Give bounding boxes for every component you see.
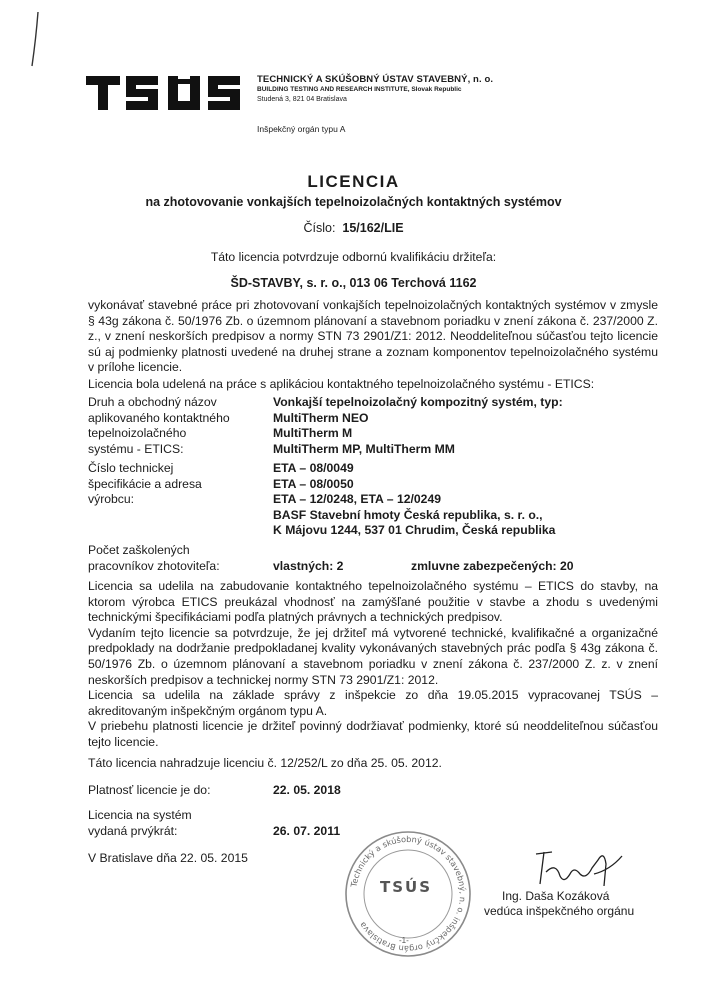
document-title: LICENCIA bbox=[307, 172, 400, 191]
label-line: Číslo technickej bbox=[88, 461, 174, 475]
label-line: výrobcu: bbox=[88, 492, 135, 507]
intro-paragraph: vykonávať stavebné práce pri zhotovovaní vonkajších tepelnoizolačných kontaktných systémov v zmysle § 43g zákona č. 50/1976 Zb. o územnom plánovaní a stavebnom poriadku v znení zákona č. 237/2000 Z. z., v znení neskorších predpisov a normy STN 73 2901/Z1: 2012. Neoddeliteľnou súčasťou tejto licencie sú aj podmienky platnosti uvedené na druhej strane a zoznam komponentov tepelnoizolačného systému v prílohe licencie. bbox=[88, 298, 658, 375]
condition-paragraph: Licencia sa udelila na základe správy z inšpekcie zo dňa 19.05.2015 vypracovanej TSÚS – akreditovaným inšpekčným orgánom typu A. bbox=[88, 688, 658, 718]
label-line: aplikovaného kontaktného bbox=[88, 410, 230, 425]
license-number bbox=[0, 221, 707, 235]
replaces-text: Táto licencia nahradzuje licenciu č. 12/252/L zo dňa 25. 05. 2012. bbox=[88, 756, 442, 770]
institute-name-english: BUILDING TESTING AND RESEARCH INSTITUTE, Slovak Republic bbox=[257, 86, 462, 93]
tsus-logo bbox=[86, 76, 248, 110]
value-line: MultiTherm NEO bbox=[273, 410, 369, 425]
value-line: BASF Stavební hmoty Česká republika, s. r. o., bbox=[273, 507, 543, 522]
validity-label: Platnosť licencie je do: bbox=[88, 783, 211, 797]
license-number-value: 15/162/LIE bbox=[342, 221, 404, 235]
license-number-label: Číslo: bbox=[303, 221, 336, 235]
value-line: MultiTherm MP, MultiTherm MM bbox=[273, 441, 455, 456]
label-line: Počet zaškolených bbox=[88, 543, 190, 557]
value-line: ETA – 08/0050 bbox=[273, 476, 354, 491]
condition-paragraph: V priebehu platnosti licencie je držiteľ povinný dodržiavať podmienky, ktoré sú neoddeliteľnou súčasťou tejto licencie. bbox=[88, 719, 658, 749]
workers-contract: zmluvne zabezpečených: 20 bbox=[411, 559, 574, 573]
stamp-number: -1- bbox=[399, 936, 409, 945]
label-line: špecifikácie a adresa bbox=[88, 476, 202, 491]
value-line: ETA – 12/0248, ETA – 12/0249 bbox=[273, 492, 442, 507]
conditions bbox=[88, 579, 658, 751]
signatory-title: vedúca inšpekčného orgánu bbox=[484, 904, 635, 918]
workers-own: vlastných: 2 bbox=[273, 559, 344, 573]
license-holder: ŠD-STAVBY, s. r. o., 013 06 Terchová 1162 bbox=[230, 276, 477, 290]
document-subtitle: na zhotovovanie vonkajších tepelnoizolačných kontaktných systémov bbox=[145, 195, 562, 209]
signatory-name: Ing. Daša Kozáková bbox=[502, 889, 610, 903]
first-issue-label bbox=[88, 808, 192, 839]
label-line: Druh a obchodný názov bbox=[88, 395, 217, 409]
inspection-body-type: Inšpekčný orgán typu A bbox=[257, 124, 346, 134]
granted-line: Licencia bola udelená na práce s aplikáciou kontaktného tepelnoizolačného systému - ETICS: bbox=[88, 377, 595, 391]
label-line: vydaná prvýkrát: bbox=[88, 823, 178, 838]
trade-name-values bbox=[273, 395, 563, 457]
value-line: Vonkajší tepelnoizolačný kompozitný systém, typ: bbox=[273, 395, 563, 409]
label-line: pracovníkov zhotoviteľa: bbox=[88, 558, 220, 573]
value-line: K Májovu 1244, 537 01 Chrudim, Česká republika bbox=[273, 523, 556, 538]
institute-name: TECHNICKÝ A SKÚŠOBNÝ ÚSTAV STAVEBNÝ, n. o. bbox=[257, 74, 494, 85]
confirmation-text: Táto licencia potvrdzuje odbornú kvalifikáciu držiteľa: bbox=[210, 250, 497, 264]
workers-label bbox=[88, 543, 220, 574]
condition-paragraph: Licencia sa udelila na zabudovanie kontaktného tepelnoizolačného systému – ETICS do stavby, na ktorom výrobca ETICS preukázal vhodnosť na zamýšľané použitie v stavbe a zhodu s uvedenými technickými špecifikáciami podľa platných právnych a technických predpisov. bbox=[88, 579, 658, 625]
value-line: MultiTherm M bbox=[273, 426, 353, 441]
label-line: Licencia na systém bbox=[88, 808, 192, 822]
pen-mark bbox=[28, 10, 42, 68]
validity-value: 22. 05. 2018 bbox=[273, 783, 341, 797]
institute-address: Studená 3, 821 04 Bratislava bbox=[257, 96, 347, 103]
stamp-text: Technický a skúšobný ústav stavebný, n. o. inšpekčný orgán Bratislava bbox=[348, 833, 469, 955]
condition-paragraph: Vydaním tejto licencie sa potvrdzuje, že jej držiteľ má vytvorené technické, kvalifikačné a organizačné predpoklady na dodržanie predpokladanej kvality vykonávaných stavebných prác podľa § 43g zákona č. 50/1976 Zb. o územnom plánovaní a stavebnom poriadku v znení zákona č. 237/2000 Z. z. v znení neskorších predpisov a technickej normy STN 73 2901/Z1: 2012. bbox=[88, 625, 658, 687]
value-line: ETA – 08/0049 bbox=[273, 461, 354, 475]
label-line: tepelnoizolačného bbox=[88, 426, 187, 441]
place-and-date: V Bratislave dňa 22. 05. 2015 bbox=[88, 851, 248, 865]
signature bbox=[534, 844, 624, 894]
stamp-logo: TSÚS bbox=[380, 878, 433, 896]
trade-name-label bbox=[88, 395, 230, 457]
eta-label bbox=[88, 461, 202, 508]
first-issue-value: 26. 07. 2011 bbox=[273, 824, 341, 838]
eta-values bbox=[273, 461, 555, 539]
label-line: systému - ETICS: bbox=[88, 441, 184, 456]
